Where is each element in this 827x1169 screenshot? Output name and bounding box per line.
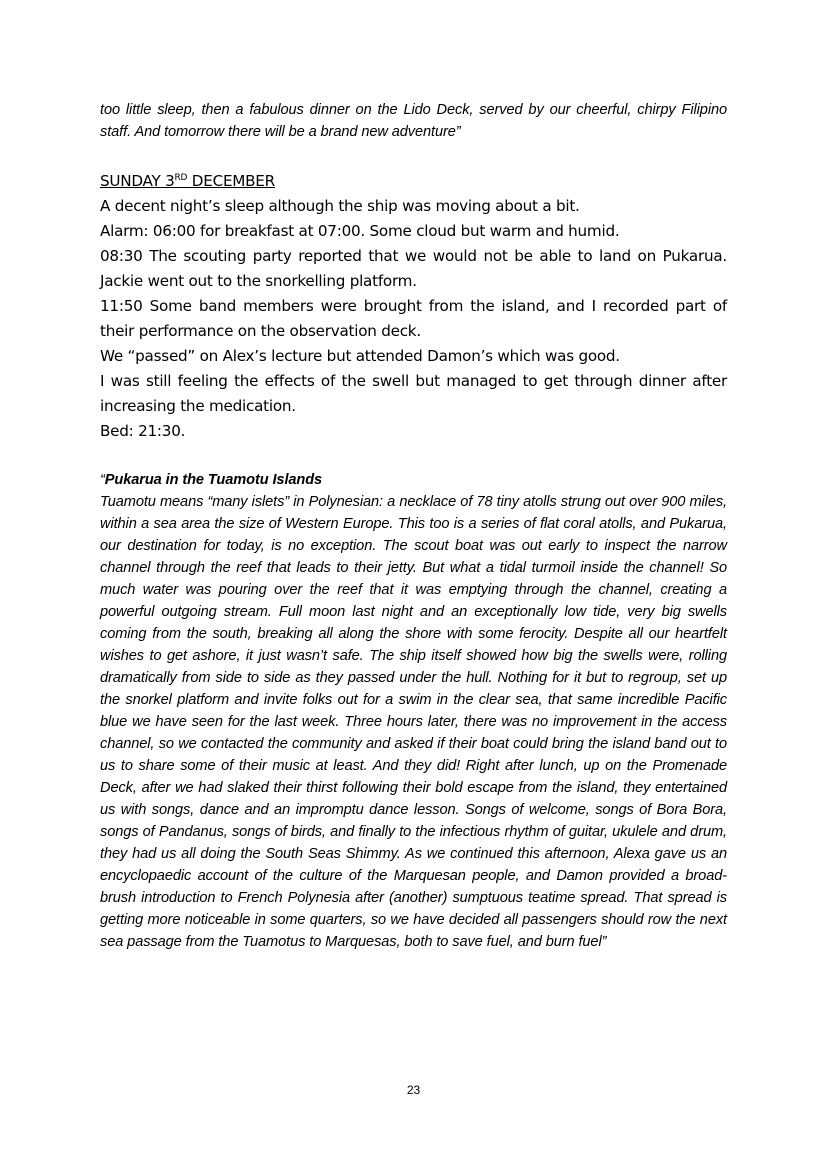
- diary-entry: I was still feeling the effects of the swell but managed to get through dinner after increasing the medication.: [100, 372, 727, 415]
- intro-paragraph: too little sleep, then a fabulous dinner on the Lido Deck, served by our cheerful, chirpy Filipino staff. And tomorrow there will be a brand new adventure”: [100, 102, 727, 140]
- diary-heading-month: DECEMBER: [187, 172, 275, 190]
- diary-heading-day: SUNDAY 3: [100, 172, 175, 190]
- diary-entry: We “passed” on Alex’s lecture but attended Damon’s which was good.: [100, 347, 620, 365]
- diary-entry: A decent night’s sleep although the ship was moving about a bit.: [100, 197, 580, 215]
- diary-section: [100, 169, 727, 444]
- page-number: 23: [406, 1083, 421, 1097]
- quote-title-text: Pukarua in the Tuamotu Islands: [104, 472, 323, 488]
- diary-heading: [100, 169, 727, 194]
- quote-open-mark: “: [100, 472, 105, 488]
- quote-title: [100, 469, 727, 491]
- diary-entry: 08:30 The scouting party reported that we would not be able to land on Pukarua. Jackie went out to the snorkelling platform.: [100, 247, 727, 290]
- quote-body: Tuamotu means “many islets” in Polynesian: a necklace of 78 tiny atolls strung out over 900 miles, within a sea area the size of Western Europe. This too is a series of flat coral atolls, and Pukarua, our destination for today, is no exception. The scout boat was out early to inspect the narrow channel through the reef that leads to their jetty. But what a tidal turmoil inside the channel! So much water was pouring over the reef that it was emptying through the channel, creating a powerful outgoing stream. Full moon last night and an exceptionally low tide, very big swells coming from the south, breaking all along the shore with some ferocity. Despite all our heartfelt wishes to get ashore, it just wasn’t safe. The ship itself showed how big the swells were, rolling dramatically from side to side as they passed under the hull. Nothing for it but to regroup, set up the snorkel platform and invite folks out for a swim in the clear sea, that same incredible Pacific blue we have seen for the last week. Three hours later, there was no improvement in the access channel, so we contacted the community and asked if their boat could bring the island band out to us to share some of their music at least. And they did! Right after lunch, up on the Promenade Deck, after we had slaked their thirst following their bold escape from the island, they entertained us with songs, dance and an impromptu dance lesson. Songs of welcome, songs of Bora Bora, songs of Pandanus, songs of birds, and finally to the infectious rhythm of guitar, ukulele and drum, they had us all doing the South Seas Shimmy. As we continued this afternoon, Alexa gave us an encyclopaedic account of the culture of the Marquesan people, and Damon provided a broad-brush introduction to French Polynesia after (another) sumptuous teatime spread. That spread is getting more noticeable in some quarters, so we have decided all passengers should row the next sea passage from the Tuamotus to Marquesas, both to save fuel, and burn fuel”: [100, 494, 727, 950]
- quote-section: [100, 469, 727, 953]
- diary-entry: Alarm: 06:00 for breakfast at 07:00. Some cloud but warm and humid.: [100, 222, 620, 240]
- diary-heading-ordinal: RD: [174, 173, 188, 183]
- diary-entry: Bed: 21:30.: [100, 422, 186, 440]
- diary-entry: 11:50 Some band members were brought from the island, and I recorded part of their performance on the observation deck.: [100, 297, 727, 340]
